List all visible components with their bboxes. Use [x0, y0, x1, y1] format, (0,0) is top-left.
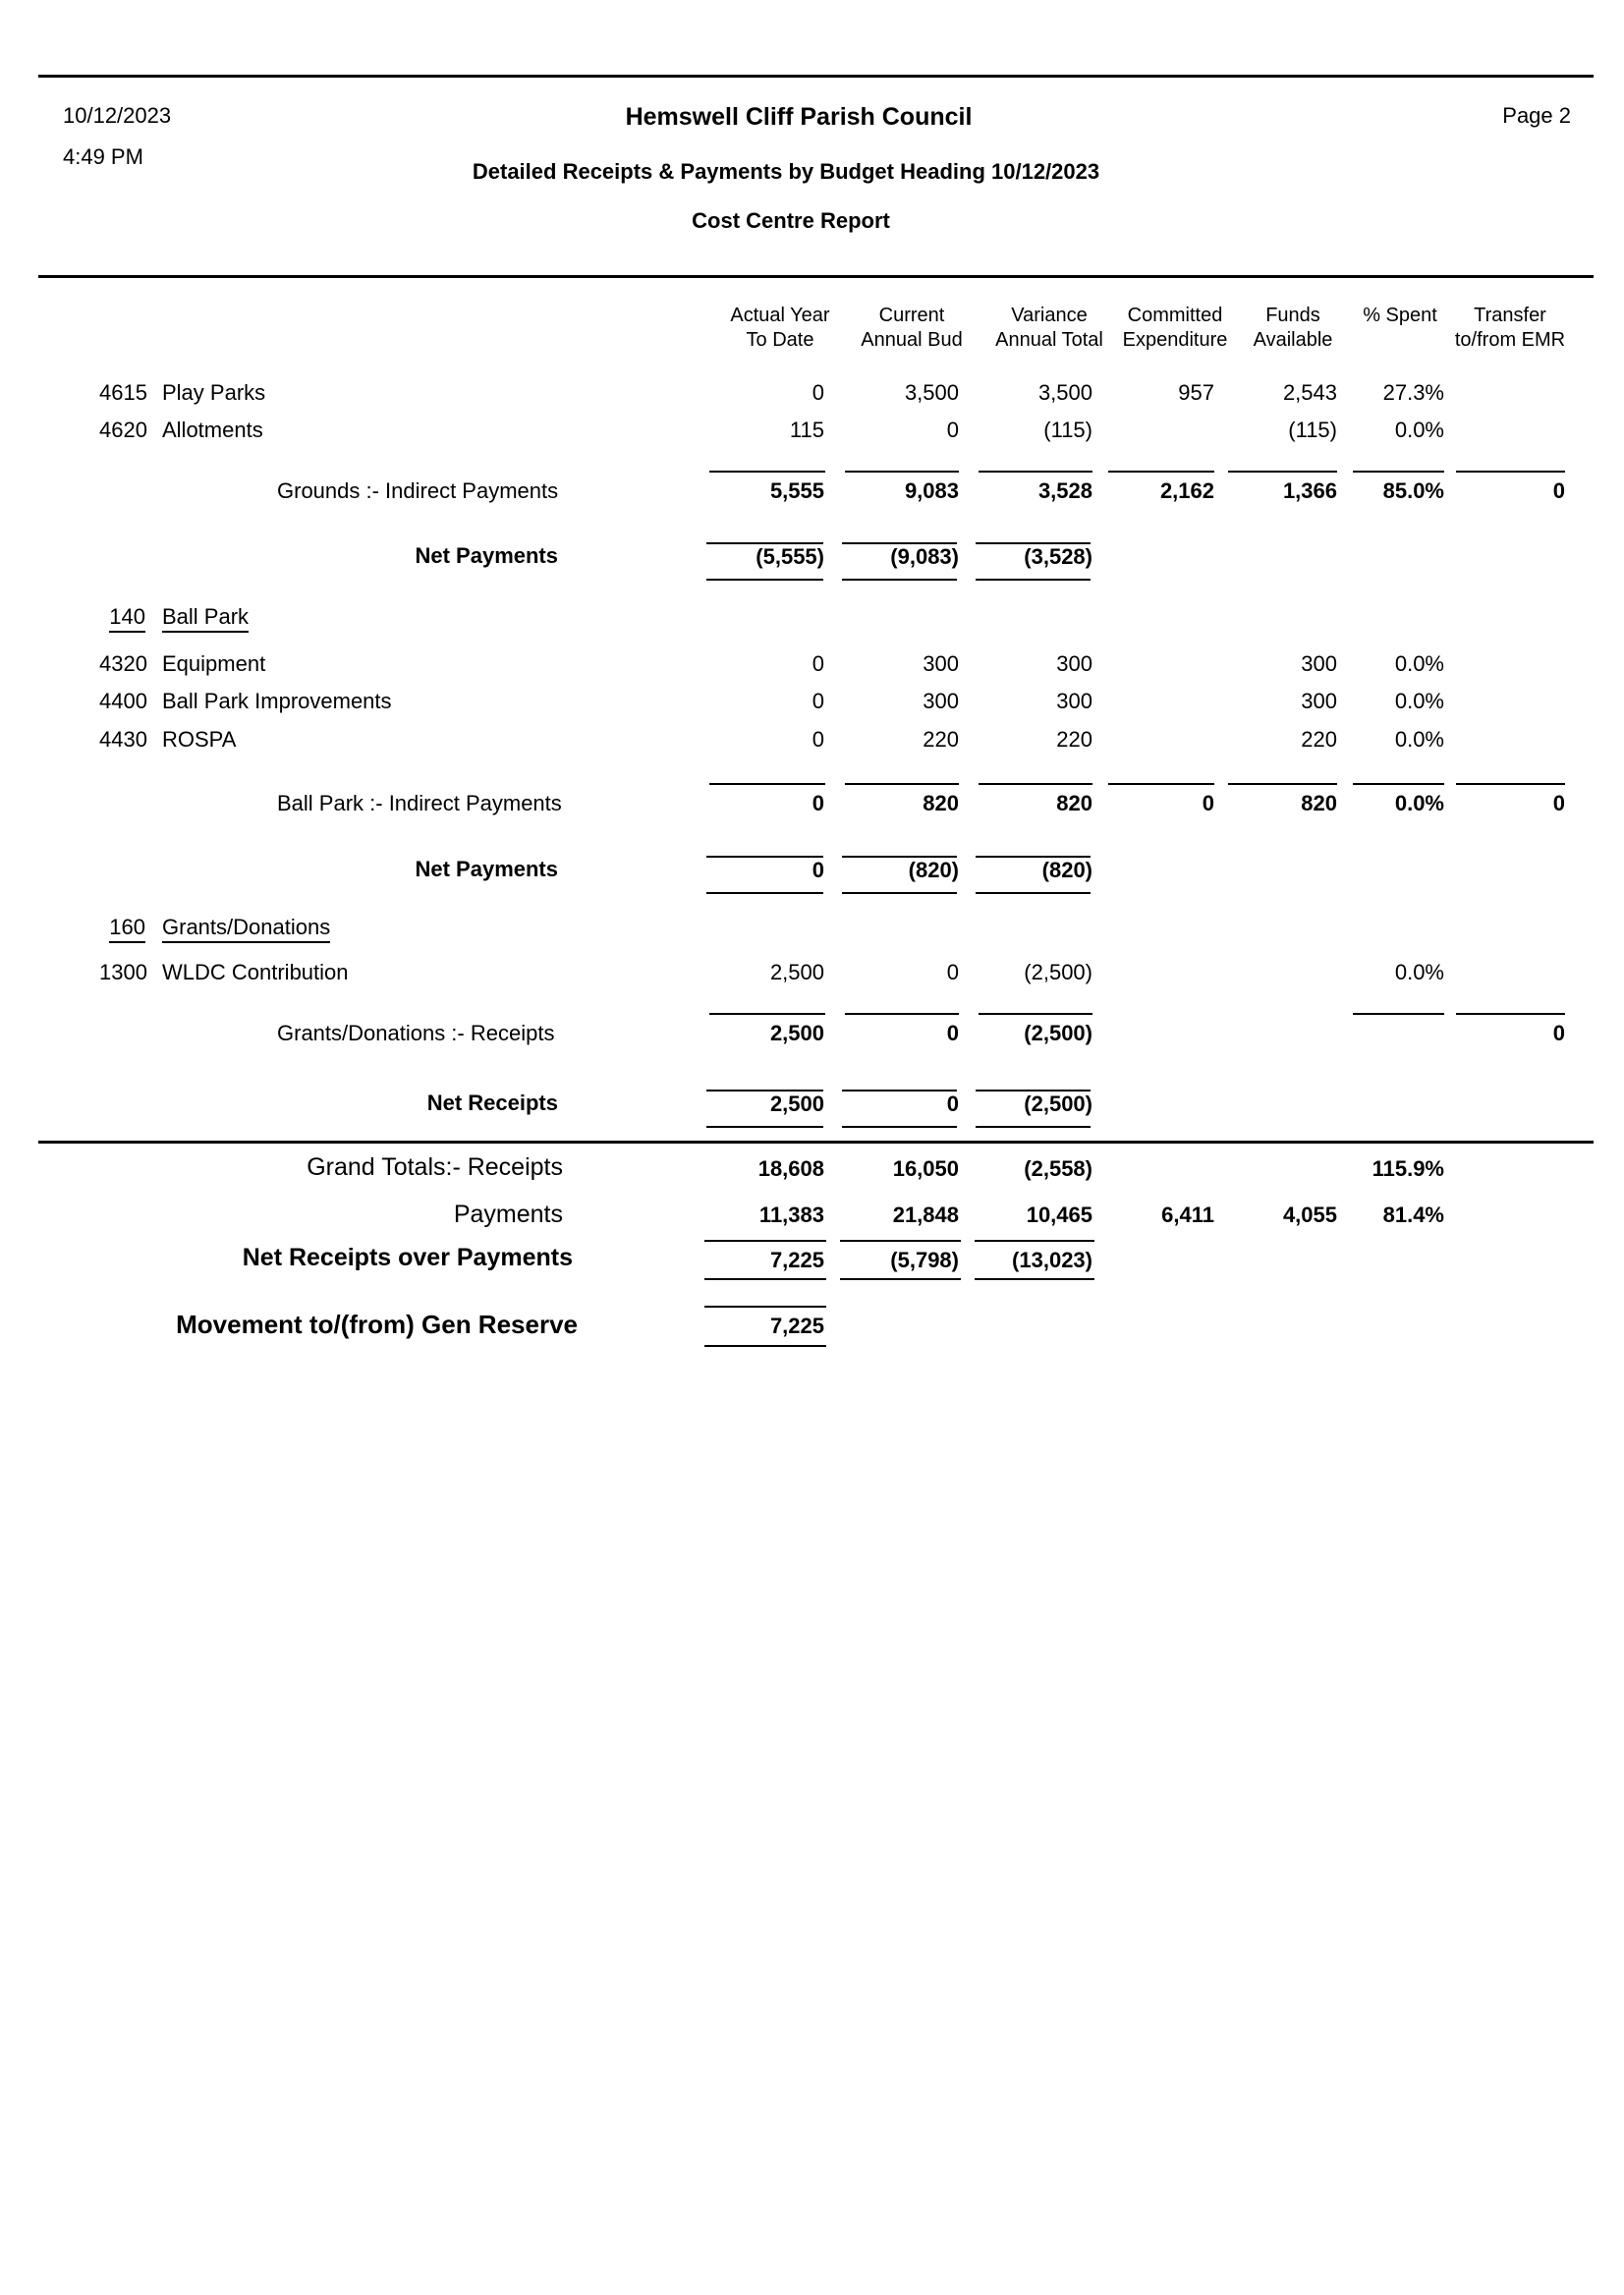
subtotal-rule	[1456, 471, 1565, 473]
net-budget: (820)	[908, 858, 959, 882]
column-header-line2: Annual Total	[995, 329, 1103, 351]
net-budget: 0	[946, 1092, 959, 1116]
net-rule-bottom	[706, 579, 823, 581]
column-header-line1: Funds	[1265, 305, 1320, 326]
cell-budget: 0	[946, 960, 959, 984]
column-header-line2: To Date	[746, 329, 814, 351]
cell-budget: 300	[923, 689, 959, 713]
net-rule-bottom	[976, 892, 1091, 894]
grand-net-rule-bottom	[840, 1278, 961, 1280]
subtotal-rule	[1108, 783, 1214, 785]
column-header-transfer	[1431, 304, 1589, 353]
net-rule-top	[842, 1090, 957, 1092]
cell-budget: 300	[923, 651, 959, 676]
account-code: 1300	[99, 960, 147, 984]
subtotal-rule	[1228, 783, 1337, 785]
net-receipts-over-payments-label: Net Receipts over Payments	[242, 1244, 573, 1271]
account-name: Play Parks	[162, 380, 266, 405]
page-number: Page 2	[1502, 103, 1571, 128]
movement-gen-reserve-label: Movement to/(from) Gen Reserve	[176, 1310, 578, 1339]
subtotal-rule	[1456, 783, 1565, 785]
grand-net-rule-top	[704, 1240, 826, 1242]
cost-centre-name: Ball Park	[162, 604, 249, 633]
grand-net-rule-bottom	[975, 1278, 1094, 1280]
grand-receipts-label: Grand Totals:- Receipts	[307, 1153, 563, 1181]
cell-spent: 27.3%	[1382, 380, 1444, 405]
cell-spent: 0.0%	[1394, 960, 1444, 984]
column-header-budget	[833, 304, 990, 353]
grand-payments-actual: 11,383	[758, 1203, 824, 1227]
subtotal-rule	[709, 1013, 825, 1015]
net-rule-top	[706, 856, 823, 858]
grand-net-rule-top	[840, 1240, 961, 1242]
net-rule-bottom	[976, 1126, 1091, 1128]
movement-rule-top	[704, 1306, 826, 1308]
cell-variance: (115)	[1043, 418, 1092, 442]
account-name: Allotments	[162, 418, 263, 442]
account-name: Equipment	[162, 651, 266, 676]
report-date: 10/12/2023	[63, 103, 172, 128]
subtotal-committed: 2,162	[1159, 478, 1214, 503]
subtotal-transfer: 0	[1552, 478, 1565, 503]
cell-variance: 220	[1056, 727, 1092, 752]
grand-receipts-budget: 16,050	[892, 1156, 959, 1181]
account-name: WLDC Contribution	[162, 960, 349, 984]
account-code: 4320	[99, 651, 147, 676]
grand-payments-variance: 10,465	[1026, 1203, 1092, 1227]
cell-actual: 115	[789, 418, 824, 442]
cell-funds: 2,543	[1282, 380, 1337, 405]
account-name: ROSPA	[162, 727, 237, 752]
organisation-name: Hemswell Cliff Parish Council	[625, 103, 973, 131]
cell-actual: 0	[812, 651, 824, 676]
cell-budget: 0	[946, 418, 959, 442]
subtotal-label: Grounds :- Indirect Payments	[277, 478, 559, 503]
net-label: Net Receipts	[426, 1091, 558, 1115]
grand-net-budget: (5,798)	[890, 1248, 959, 1272]
cell-spent: 0.0%	[1394, 418, 1444, 442]
account-code: 4430	[99, 727, 147, 752]
subtotal-rule	[1353, 783, 1444, 785]
grand-net-actual: 7,225	[769, 1248, 824, 1272]
subtotal-spent: 0.0%	[1394, 791, 1444, 815]
cell-budget: 220	[923, 727, 959, 752]
subtotal-funds: 820	[1301, 791, 1337, 815]
subtotal-transfer: 0	[1552, 791, 1565, 815]
cell-actual: 0	[812, 727, 824, 752]
subtotal-spent: 85.0%	[1382, 478, 1444, 503]
movement-value: 7,225	[769, 1314, 824, 1338]
net-budget: (9,083)	[890, 544, 959, 569]
subtotal-actual: 5,555	[769, 478, 824, 503]
subtotal-budget: 9,083	[904, 478, 959, 503]
cell-spent: 0.0%	[1394, 727, 1444, 752]
column-header-line1: Variance	[1011, 305, 1088, 326]
net-actual: (5,555)	[756, 544, 824, 569]
subtotal-rule	[709, 471, 825, 473]
column-header-line1: Actual Year	[730, 305, 830, 326]
subtotal-variance: 3,528	[1037, 478, 1092, 503]
grand-receipts-spent: 115.9%	[1372, 1156, 1444, 1181]
net-variance: (2,500)	[1024, 1092, 1092, 1116]
cell-funds: 300	[1301, 689, 1337, 713]
subtotal-rule	[845, 471, 959, 473]
subtotal-committed: 0	[1202, 791, 1214, 815]
cell-funds: 300	[1301, 651, 1337, 676]
grand-net-rule-bottom	[704, 1278, 826, 1280]
grand-net-variance: (13,023)	[1012, 1248, 1092, 1272]
net-actual: 0	[812, 858, 824, 882]
grand-receipts-variance: (2,558)	[1024, 1156, 1092, 1181]
net-label: Net Payments	[415, 857, 558, 881]
cell-budget: 3,500	[904, 380, 959, 405]
net-rule-bottom	[842, 892, 957, 894]
subtotal-variance: 820	[1056, 791, 1092, 815]
grand-net-rule-top	[975, 1240, 1094, 1242]
column-header-line2: to/from EMR	[1454, 329, 1566, 351]
cost-centre-name: Grants/Donations	[162, 915, 330, 943]
subtotal-rule	[1353, 1013, 1444, 1015]
grand-payments-label: Payments	[453, 1201, 563, 1228]
column-header-line2: Annual Bud	[861, 329, 963, 351]
cell-committed: 957	[1178, 380, 1214, 405]
report-subtitle: Detailed Receipts & Payments by Budget Heading 10/12/2023	[472, 159, 1100, 184]
column-header-line1: Transfer	[1474, 305, 1546, 326]
cost-centre-code: 140	[109, 604, 145, 633]
cell-variance: 3,500	[1037, 380, 1092, 405]
cell-actual: 0	[812, 689, 824, 713]
subtotal-rule	[1228, 471, 1337, 473]
cell-variance: 300	[1056, 689, 1092, 713]
column-header-line1: Committed	[1127, 305, 1223, 326]
net-rule-bottom	[706, 1126, 823, 1128]
net-rule-bottom	[976, 579, 1091, 581]
subtotal-rule	[845, 783, 959, 785]
cell-spent: 0.0%	[1394, 651, 1444, 676]
subtotal-actual: 0	[812, 791, 824, 815]
account-name: Ball Park Improvements	[162, 689, 392, 713]
subtotal-rule	[1456, 1013, 1565, 1015]
subtotal-rule	[1108, 471, 1214, 473]
grand-receipts-actual: 18,608	[757, 1156, 824, 1181]
grand-payments-committed: 6,411	[1161, 1203, 1214, 1227]
subtotal-budget: 0	[946, 1021, 959, 1045]
subtotal-budget: 820	[923, 791, 959, 815]
subtotal-label: Ball Park :- Indirect Payments	[277, 791, 562, 815]
top-rule	[38, 75, 1594, 78]
net-rule-bottom	[842, 579, 957, 581]
subtotal-label: Grants/Donations :- Receipts	[277, 1021, 555, 1045]
cell-actual: 0	[812, 380, 824, 405]
subtotal-rule	[709, 783, 825, 785]
grand-total-rule	[38, 1141, 1594, 1144]
cell-actual: 2,500	[769, 960, 824, 984]
subtotal-rule	[1353, 471, 1444, 473]
net-rule-bottom	[842, 1126, 957, 1128]
cell-variance: 300	[1056, 651, 1092, 676]
subtotal-rule	[979, 783, 1092, 785]
net-rule-bottom	[706, 892, 823, 894]
subtotal-rule	[979, 1013, 1092, 1015]
subtotal-transfer: 0	[1552, 1021, 1565, 1045]
movement-rule-bottom	[704, 1345, 826, 1347]
report-time: 4:49 PM	[63, 144, 143, 169]
net-label: Net Payments	[415, 543, 558, 568]
cell-spent: 0.0%	[1394, 689, 1444, 713]
cost-centre-code: 160	[109, 915, 145, 943]
column-header-line1: % Spent	[1363, 305, 1437, 326]
account-code: 4615	[99, 380, 147, 405]
grand-payments-budget: 21,848	[892, 1203, 959, 1227]
subtotal-rule	[979, 471, 1092, 473]
cell-variance: (2,500)	[1024, 960, 1092, 984]
subtotal-funds: 1,366	[1282, 478, 1337, 503]
net-variance: (3,528)	[1024, 544, 1092, 569]
account-code: 4620	[99, 418, 147, 442]
subtotal-variance: (2,500)	[1024, 1021, 1092, 1045]
net-variance: (820)	[1041, 858, 1092, 882]
subtotal-actual: 2,500	[769, 1021, 824, 1045]
column-header-line1: Current	[878, 305, 945, 326]
subtotal-rule	[845, 1013, 959, 1015]
report-name: Cost Centre Report	[692, 208, 890, 233]
cell-funds: (115)	[1288, 418, 1337, 442]
column-header-line2: Available	[1253, 329, 1333, 351]
cell-funds: 220	[1301, 727, 1337, 752]
grand-payments-spent: 81.4%	[1382, 1203, 1444, 1227]
column-header-line2: Expenditure	[1122, 329, 1228, 351]
grand-payments-funds: 4,055	[1282, 1203, 1337, 1227]
account-code: 4400	[99, 689, 147, 713]
header-rule	[38, 275, 1594, 278]
net-actual: 2,500	[769, 1092, 824, 1116]
